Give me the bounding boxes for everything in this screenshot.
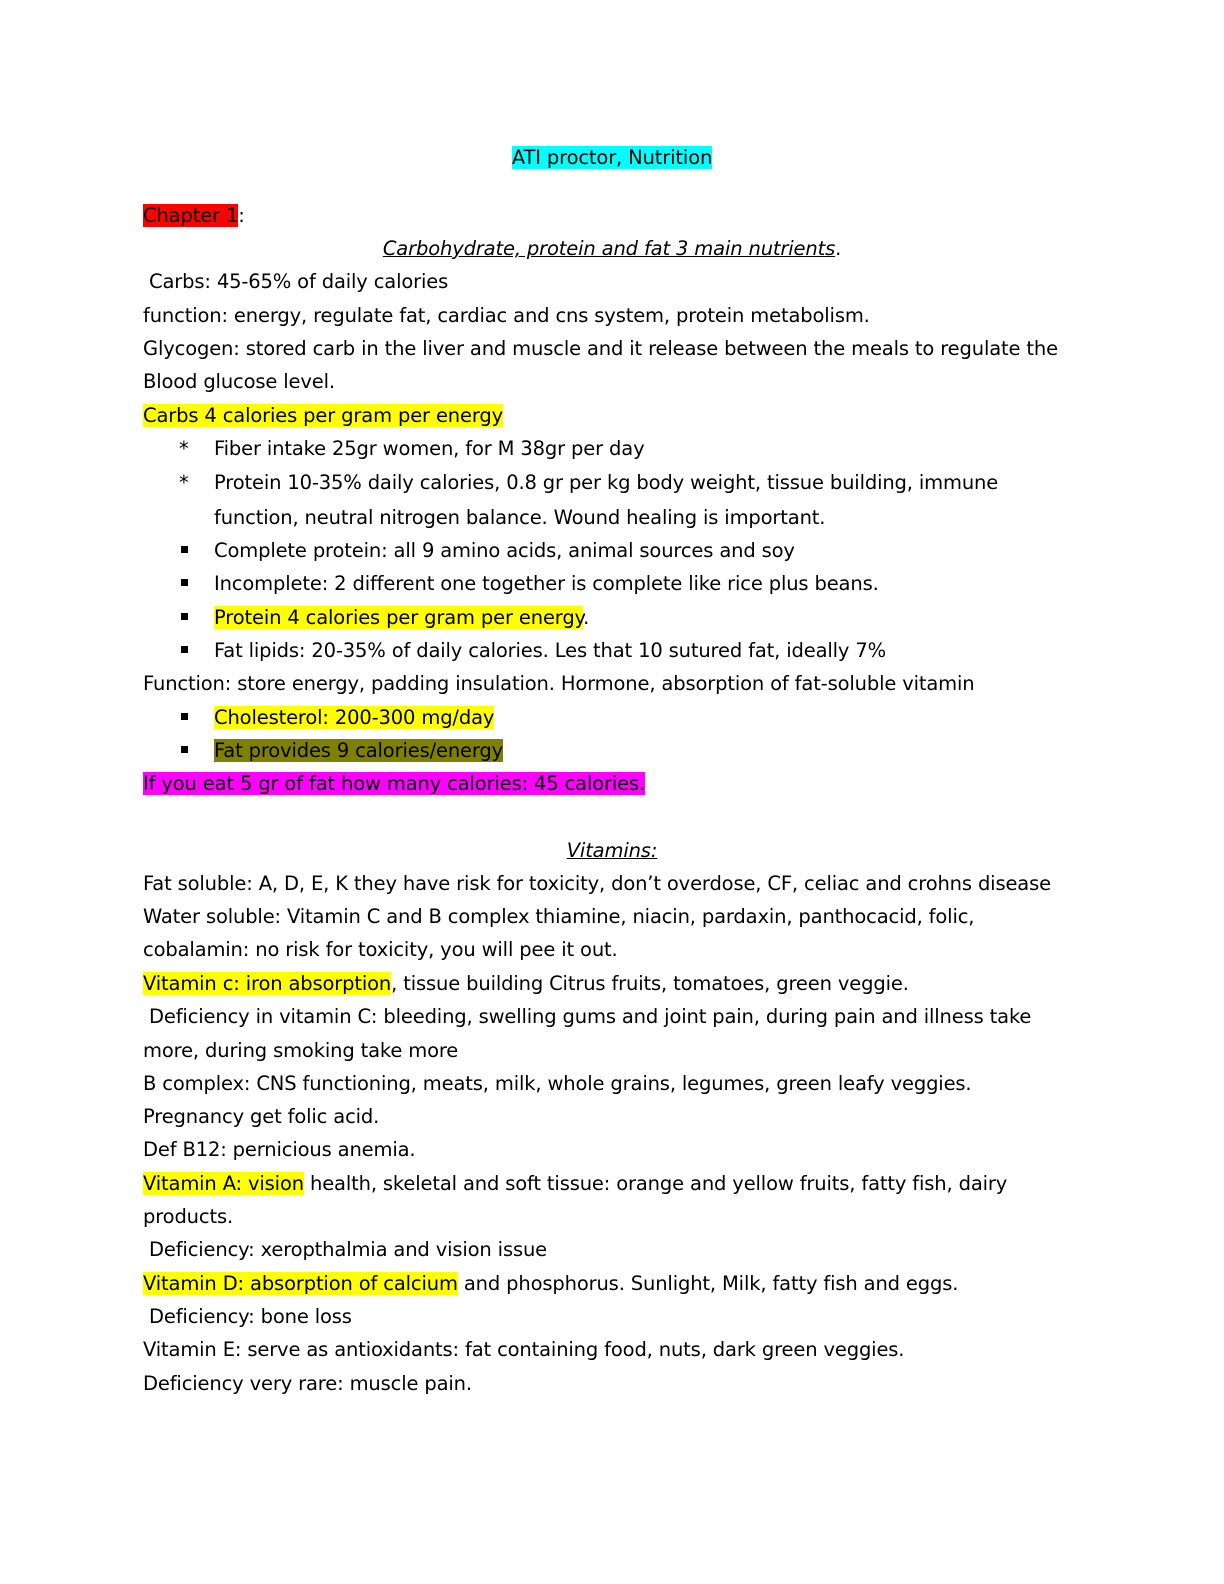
b-complex-line: B complex: CNS functioning, meats, milk, whole grains, legumes, green leafy veggies.	[143, 1072, 972, 1095]
pregnancy-line: Pregnancy get folic acid.	[143, 1105, 380, 1128]
protein-calories-highlight: Protein 4 calories per gram per energy	[214, 606, 584, 629]
glycogen-line-2: Blood glucose level.	[143, 370, 335, 393]
carbs-calories-line	[143, 399, 503, 432]
protein-calories-period: .	[583, 606, 590, 629]
deficiency-e-line: Deficiency very rare: muscle pain.	[143, 1372, 472, 1395]
deficiency-c-line-2: more, during smoking take more	[143, 1039, 459, 1062]
fat-function-line: Function: store energy, padding insulation. Hormone, absorption of fat-soluble vitamin	[143, 672, 975, 695]
square-bullet-icon	[181, 579, 188, 586]
square-bullet-icon	[181, 546, 188, 553]
section-heading-period: .	[835, 237, 842, 260]
protein-calories-line	[214, 601, 589, 634]
protein-line-2: function, neutral nitrogen balance. Wound healing is important.	[214, 506, 826, 529]
chapter-colon: :	[238, 204, 245, 227]
section-heading-nutrients	[0, 232, 1224, 265]
water-soluble-line-1: Water soluble: Vitamin C and B complex thiamine, niacin, pardaxin, panthocacid, folic,	[143, 905, 975, 928]
fat-calories-line	[214, 734, 503, 767]
fat-soluble-line: Fat soluble: A, D, E, K they have risk for toxicity, don’t overdose, CF, celiac and crohns disease	[143, 872, 1051, 895]
complete-protein-line: Complete protein: all 9 amino acids, animal sources and soy	[214, 539, 795, 562]
section-heading-text: Carbohydrate, protein and fat 3 main nutrients	[382, 237, 836, 260]
incomplete-protein-line: Incomplete: 2 different one together is complete like rice plus beans.	[214, 572, 879, 595]
document-title	[0, 141, 1224, 174]
vitamin-d-rest: and phosphorus. Sunlight, Milk, fatty fish and eggs.	[457, 1272, 959, 1295]
square-bullet-icon	[181, 613, 188, 620]
vitamin-a-line-2: products.	[143, 1205, 234, 1228]
fiber-line: Fiber intake 25gr women, for M 38gr per day	[214, 437, 645, 460]
carbs-line: Carbs: 45-65% of daily calories	[149, 270, 449, 293]
vitamin-e-line: Vitamin E: serve as antioxidants: fat containing food, nuts, dark green veggies.	[143, 1338, 905, 1361]
carbs-calories-highlight: Carbs 4 calories per gram per energy	[143, 404, 503, 427]
vitamin-a-highlight: Vitamin A: vision	[143, 1172, 304, 1195]
water-soluble-line-2: cobalamin: no risk for toxicity, you will pee it out.	[143, 938, 618, 961]
vitamin-d-line	[143, 1267, 958, 1300]
vitamins-heading	[0, 834, 1224, 867]
title-highlight: ATI proctor, Nutrition	[511, 146, 713, 169]
fat-lipids-line: Fat lipids: 20-35% of daily calories. Les that 10 sutured fat, ideally 7%	[214, 639, 886, 662]
star-bullet-icon: *	[179, 471, 189, 494]
vitamins-heading-text: Vitamins:	[566, 839, 658, 862]
def-b12-line: Def B12: pernicious anemia.	[143, 1138, 416, 1161]
square-bullet-icon	[181, 646, 188, 653]
vitamin-c-line	[143, 967, 909, 1000]
square-bullet-icon	[181, 713, 188, 720]
fat-question-line	[143, 767, 645, 800]
function-line: function: energy, regulate fat, cardiac and cns system, protein metabolism.	[143, 304, 870, 327]
cholesterol-highlight: Cholesterol: 200-300 mg/day	[214, 706, 495, 729]
vitamin-a-rest: health, skeletal and soft tissue: orange and yellow fruits, fatty fish, dairy	[303, 1172, 1008, 1195]
chapter-label: Chapter 1	[143, 204, 239, 227]
chapter-heading	[143, 199, 245, 232]
square-bullet-icon	[181, 746, 188, 753]
glycogen-line-1: Glycogen: stored carb in the liver and muscle and it release between the meals to regulate the	[143, 337, 1058, 360]
vitamin-a-line	[143, 1167, 1007, 1200]
deficiency-d-line: Deficiency: bone loss	[149, 1305, 352, 1328]
star-bullet-icon: *	[179, 437, 189, 460]
cholesterol-line	[214, 701, 494, 734]
deficiency-c-line-1: Deficiency in vitamin C: bleeding, swelling gums and joint pain, during pain and illness take	[149, 1005, 1032, 1028]
fat-calories-highlight: Fat provides 9 calories/energy	[214, 739, 504, 762]
vitamin-d-highlight: Vitamin D: absorption of calcium	[143, 1272, 458, 1295]
deficiency-a-line: Deficiency: xeropthalmia and vision issue	[149, 1238, 548, 1261]
vitamin-c-highlight: Vitamin c: iron absorption	[143, 972, 392, 995]
fat-question-highlight: If you eat 5 gr of fat how many calories: 45 calories.	[143, 772, 646, 795]
vitamin-c-rest: , tissue building Citrus fruits, tomatoes, green veggie.	[391, 972, 909, 995]
protein-line-1: Protein 10-35% daily calories, 0.8 gr per kg body weight, tissue building, immune	[214, 471, 999, 494]
